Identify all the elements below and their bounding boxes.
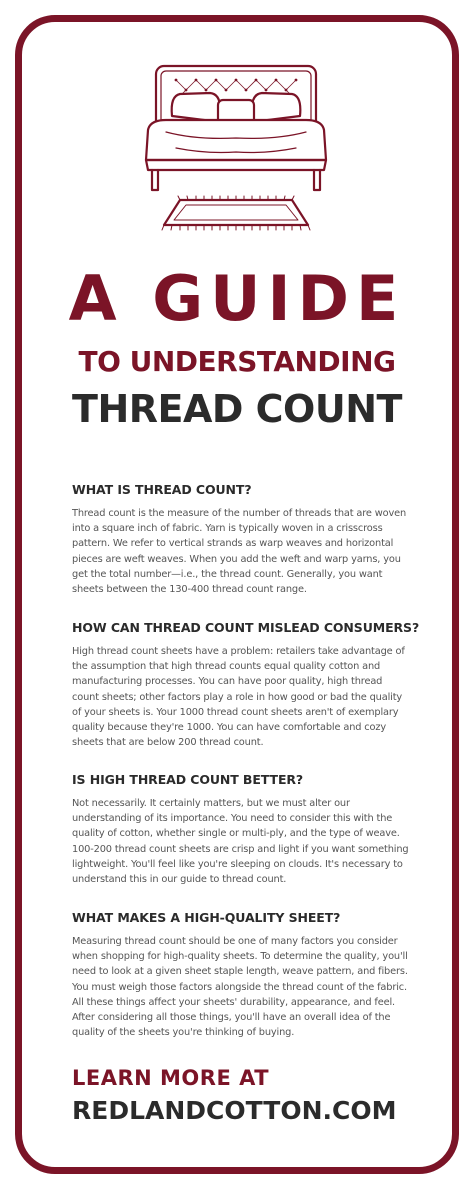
section-heading: HOW CAN THREAD COUNT MISLEAD CONSUMERS? — [72, 620, 420, 635]
section-heading: IS HIGH THREAD COUNT BETTER? — [72, 772, 304, 787]
section-body: Not necessarily. It certainly matters, but we must alter our understanding of its importance. You need to consider this with the quality of cotton, whether single or multi-ply, and the type of weave. 100-200 thread count sheets are crisp and light if you want something lightweight. You'll feel like you're sleeping on clouds. It's necessary to understand this in our guide to thread count. — [72, 798, 409, 886]
section-what-is-thread-count — [72, 482, 412, 597]
section-high-count-better — [72, 772, 412, 887]
section-heading: WHAT IS THREAD COUNT? — [72, 482, 252, 497]
title-thread-count: THREAD COUNT — [72, 387, 402, 431]
section-high-quality-sheet — [72, 910, 412, 1040]
section-body: High thread count sheets have a problem: retailers take advantage of the assumption that high thread counts equal quality cotton and manufacturing processes. You can have poor quality, high thread count sheets; other factors play a role in how good or bad the quality of your sheets is. Your 1000 thread count sheets aren't of exemplary quality because they're 1000. You can have comfortable and cozy sheets that are below 200 thread count. — [72, 646, 405, 749]
title-to-understanding: TO UNDERSTANDING — [78, 345, 396, 378]
section-body: Thread count is the measure of the number of threads that are woven into a square inch of fabric. Yarn is typically woven in a crisscross pattern. We refer to vertical strands as warp weaves and horizontal pieces are weft weaves. When you add the weft and warp yarns, you get the total number—i.e., the thread count. Generally, you want sheets between the 130-400 thread count range. — [72, 508, 407, 596]
cta-learn-more: LEARN MORE AT — [72, 1066, 270, 1090]
cta-website-link[interactable]: REDLANDCOTTON.COM — [72, 1096, 397, 1125]
title-a-guide: A GUIDE — [68, 262, 406, 335]
section-misleading-consumers — [72, 620, 420, 750]
section-body: Measuring thread count should be one of many factors you consider when shopping for high-quality sheets. To determine the quality, you'll need to look at a given sheet staple length, weave pattern, and fibers. You must weigh those factors alongside the thread count of the fabric. All these things affect your sheets' durability, appearance, and feel. After considering all those things, you'll have an overall idea of the quality of the sheets you're thinking of buying. — [72, 936, 408, 1039]
section-heading: WHAT MAKES A HIGH-QUALITY SHEET? — [72, 910, 341, 925]
bed-icon — [136, 60, 336, 240]
